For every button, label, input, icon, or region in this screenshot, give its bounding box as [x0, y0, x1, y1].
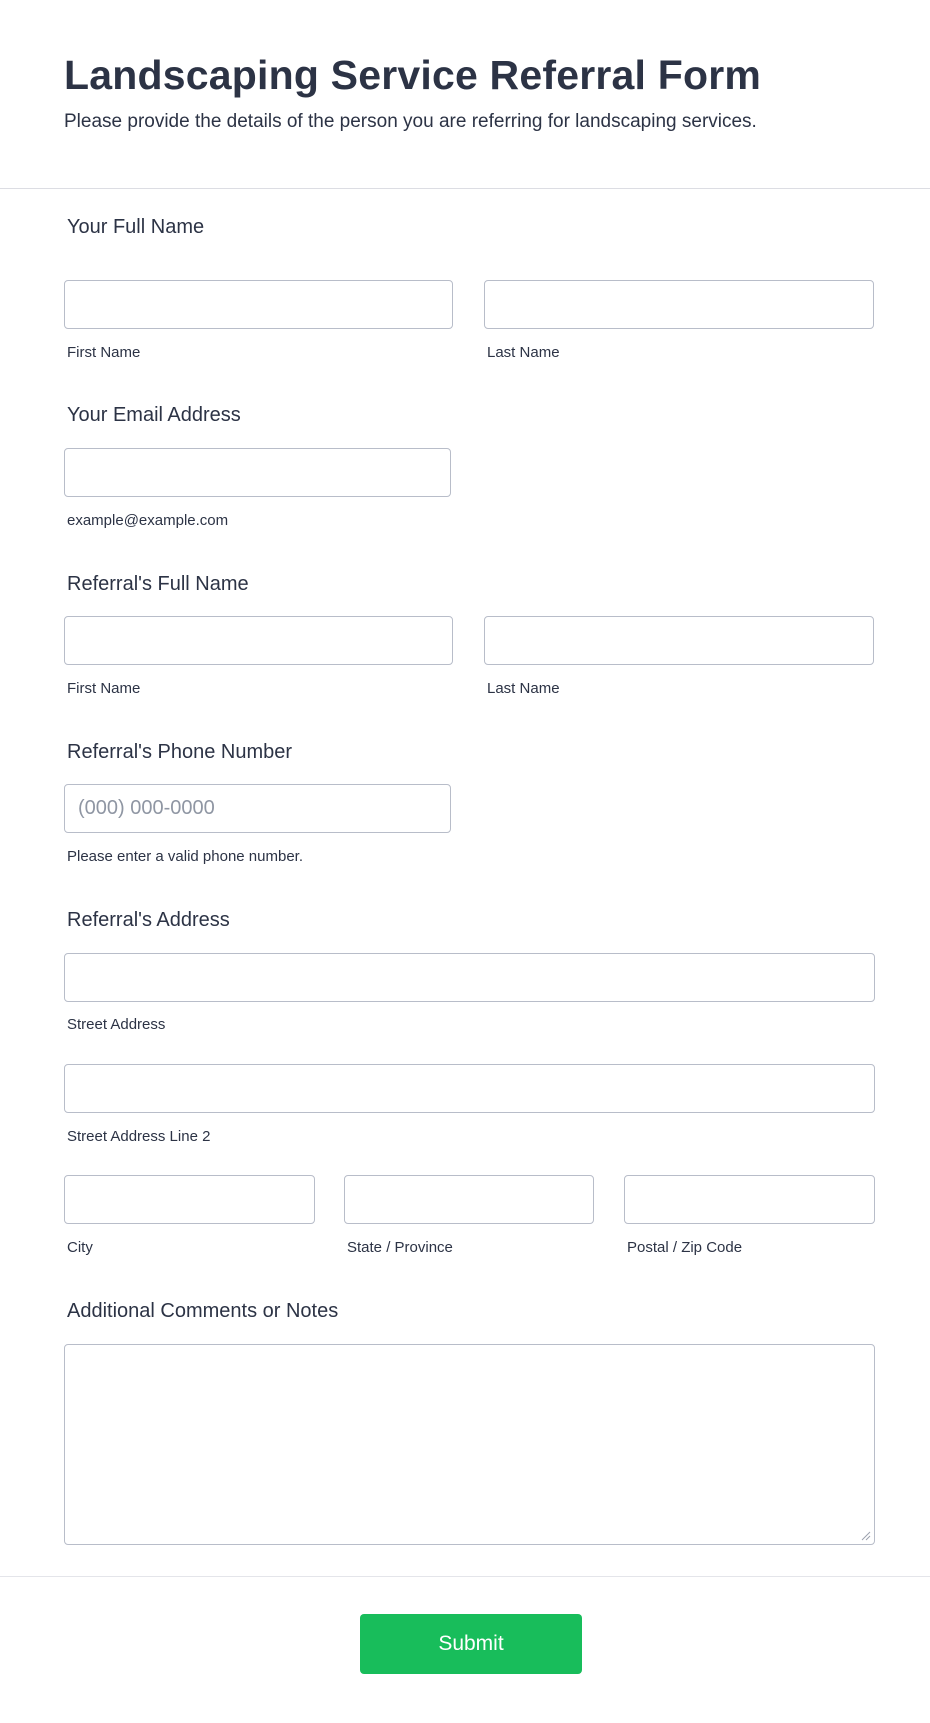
referral-phone-input[interactable]: [64, 784, 451, 833]
state-province-sublabel: State / Province: [347, 1239, 453, 1256]
referral-last-name-sublabel: Last Name: [487, 680, 560, 697]
your-email-sublabel: example@example.com: [67, 512, 229, 529]
street-address-line2-sublabel: Street Address Line 2: [67, 1128, 211, 1145]
footer-divider: [0, 1576, 930, 1577]
city-sublabel: City: [67, 1239, 93, 1256]
comments-textarea[interactable]: [64, 1344, 875, 1545]
your-email-input[interactable]: [64, 448, 451, 497]
postal-zip-input[interactable]: [624, 1175, 875, 1224]
referral-address-label: Referral's Address: [67, 909, 230, 931]
your-email-label: Your Email Address: [67, 404, 241, 426]
your-last-name-sublabel: Last Name: [487, 344, 560, 361]
street-address-line2-input[interactable]: [64, 1064, 875, 1113]
submit-button[interactable]: Submit: [360, 1614, 582, 1674]
referral-phone-label: Referral's Phone Number: [67, 741, 293, 763]
your-last-name-input[interactable]: [484, 280, 874, 329]
form-subtitle: Please provide the details of the person you are referring for landscaping services.: [64, 111, 757, 132]
referral-full-name-label: Referral's Full Name: [67, 573, 249, 595]
street-address-input[interactable]: [64, 953, 875, 1002]
your-first-name-input[interactable]: [64, 280, 453, 329]
street-address-sublabel: Street Address: [67, 1016, 166, 1033]
comments-label: Additional Comments or Notes: [67, 1300, 339, 1322]
your-full-name-label: Your Full Name: [67, 216, 205, 238]
resize-grip-icon[interactable]: [860, 1530, 871, 1541]
state-province-input[interactable]: [344, 1175, 594, 1224]
referral-phone-sublabel: Please enter a valid phone number.: [67, 848, 303, 865]
postal-zip-sublabel: Postal / Zip Code: [627, 1239, 743, 1256]
your-first-name-sublabel: First Name: [67, 344, 141, 361]
referral-last-name-input[interactable]: [484, 616, 874, 665]
form-header: [0, 0, 930, 189]
form-title: Landscaping Service Referral Form: [64, 52, 762, 98]
city-input[interactable]: [64, 1175, 315, 1224]
referral-first-name-sublabel: First Name: [67, 680, 141, 697]
referral-first-name-input[interactable]: [64, 616, 453, 665]
